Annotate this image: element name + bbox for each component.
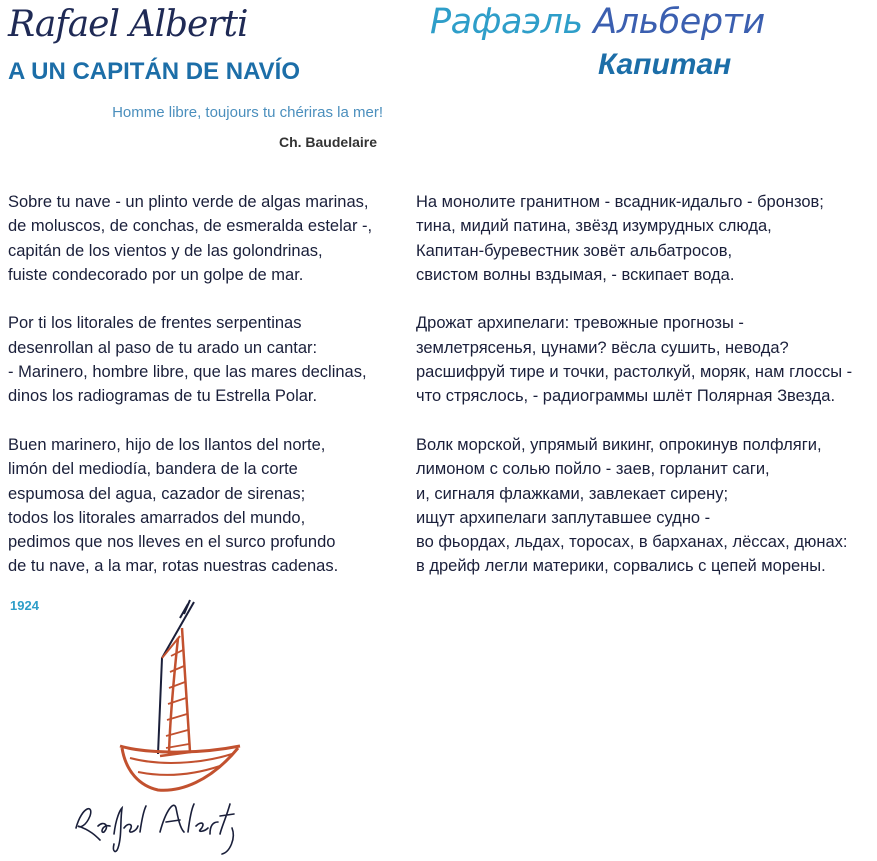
- poem-stanza-es: [8, 311, 372, 408]
- poem-russian: [416, 190, 852, 603]
- poem-stanza-es: [8, 433, 372, 579]
- poem-line-ru: На монолите гранитном - всадник-идальго - бронзов;: [416, 193, 824, 211]
- poem-line-es: desenrollan al paso de tu arado un cantar:: [8, 338, 318, 357]
- poem-line-ru: землетрясенья, цунами? вёсла сушить, невода?: [416, 338, 789, 357]
- poem-line-es: todos los litorales amarrados del mundo,: [8, 508, 306, 527]
- poem-stanza-es: [8, 190, 372, 287]
- poem-title-spanish: A UN CAPITÁN DE NAVÍO: [8, 58, 301, 85]
- poem-line-ru: ищут архипелаги заплутавшее судно -: [416, 508, 711, 527]
- poem-line-ru: расшифруй тире и точки, растолкуй, моряк, нам глоссы -: [416, 363, 853, 382]
- epigraph-author: Ch. Baudelaire: [278, 134, 377, 150]
- poem-line-ru: свистом волны вздымая, - вскипает вода.: [416, 265, 735, 284]
- poem-line-es: Por ti los litorales de frentes serpentinas: [8, 314, 302, 333]
- sailboat-sketch-icon: [70, 596, 250, 858]
- poem-stanza-ru: [416, 433, 852, 579]
- author-name-russian: [430, 2, 765, 42]
- epigraph-text: Homme libre, toujours tu chériras la mer!: [112, 104, 383, 121]
- poem-spanish: [8, 190, 372, 603]
- poem-line-ru: в дрейф легли материки, сорвались с цепей морены.: [416, 557, 826, 576]
- author-last-name-russian: Альберти: [593, 2, 765, 42]
- poem-line-es: Buen marinero, hijo de los llantos del norte,: [8, 435, 326, 454]
- poem-stanza-ru: [416, 190, 852, 287]
- poem-line-es: pedimos que nos lleves en el surco profundo: [8, 533, 336, 552]
- poem-line-es: Sobre tu nave - un plinto verde de algas marinas,: [8, 193, 369, 211]
- poem-line-es: espumosa del agua, cazador de sirenas;: [8, 484, 306, 503]
- poem-stanza-ru: [416, 311, 852, 408]
- poem-line-ru: Дрожат архипелаги: тревожные прогнозы -: [416, 314, 744, 333]
- author-first-name-russian: Рафаэль: [430, 2, 583, 42]
- poem-line-ru: Волк морской, упрямый викинг, опрокинув полфляги,: [416, 435, 822, 454]
- poem-line-ru: что стряслось, - радиограммы шлёт Полярная Звезда.: [416, 387, 836, 406]
- author-name-spanish: Rafael Alberti: [8, 4, 248, 45]
- year-label: 1924: [10, 598, 39, 613]
- poem-line-es: de tu nave, a la mar, rotas nuestras cadenas.: [8, 557, 339, 576]
- poem-line-ru: во фьордах, льдах, торосах, в барханах, лёссах, дюнах:: [416, 533, 848, 552]
- poem-line-es: capitán de los vientos y de las golondrinas,: [8, 241, 323, 260]
- poem-line-es: dinos los radiogramas de tu Estrella Polar.: [8, 387, 318, 406]
- poem-title-russian: Капитан: [598, 48, 732, 81]
- poem-line-ru: тина, мидий патина, звёзд изумрудных слюда,: [416, 217, 772, 236]
- poem-line-es: limón del mediodía, bandera de la corte: [8, 460, 298, 479]
- poem-line-es: - Marinero, hombre libre, que las mares declinas,: [8, 363, 367, 382]
- poem-line-es: de moluscos, de conchas, de esmeralda estelar -,: [8, 217, 373, 236]
- poem-line-es: fuiste condecorado por un golpe de mar.: [8, 265, 304, 284]
- poem-line-ru: и, сигналя флажками, завлекает сирену;: [416, 484, 729, 503]
- poem-line-ru: Капитан-буревестник зовёт альбатросов,: [416, 241, 733, 260]
- poem-line-ru: лимоном с солью пойло - заев, горланит саги,: [416, 460, 770, 479]
